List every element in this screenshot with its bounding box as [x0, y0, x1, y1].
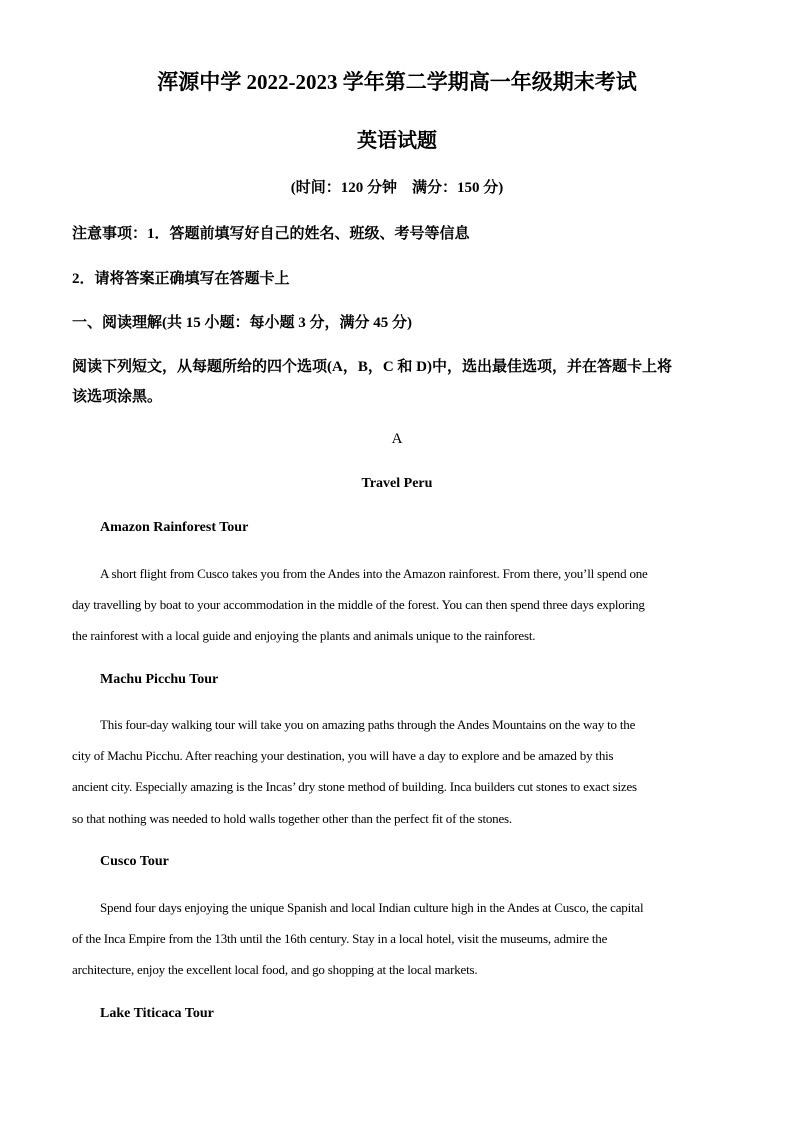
tour-heading: Lake Titicaca Tour — [100, 1006, 214, 1021]
paragraph-line: This four-day walking tour will take you on amazing paths through the Andes Mountains on the way to the — [100, 717, 636, 732]
tour-heading: Machu Picchu Tour — [100, 672, 219, 687]
exam-title: 浑源中学 2022-2023 学年第二学期高一年级期末考试 — [157, 70, 637, 94]
paragraph-line: day travelling by boat to your accommodation in the middle of the forest. You can then spend three days exploring — [72, 597, 645, 612]
paragraph-line: city of Machu Picchu. After reaching your destination, you will have a day to explore and be amazed by this — [72, 748, 614, 763]
tour-heading: Cusco Tour — [100, 854, 169, 869]
section-heading: 一、阅读理解(共 15 小题：每小题 3 分，满分 45 分) — [72, 315, 412, 331]
paragraph-line: architecture, enjoy the excellent local food, and go shopping at the local markets. — [72, 962, 478, 977]
section-instruction-line-2: 该选项涂黑。 — [72, 389, 163, 405]
section-instruction-line-1: 阅读下列短文，从每题所给的四个选项(A，B，C 和 D)中，选出最佳选项，并在答题卡上将 — [72, 359, 672, 375]
passage-letter: A — [391, 431, 403, 447]
exam-time-score: (时间：120 分钟 满分：150 分) — [290, 180, 504, 196]
exam-subtitle: 英语试题 — [357, 130, 437, 152]
passage-title: Travel Peru — [361, 476, 433, 491]
tour-heading: Amazon Rainforest Tour — [100, 520, 249, 535]
paragraph-line: A short flight from Cusco takes you from the Andes into the Amazon rainforest. From there, you’ll spend one — [100, 566, 648, 581]
paragraph-line: of the Inca Empire from the 13th until the 16th century. Stay in a local hotel, visit the museums, admire the — [72, 931, 608, 946]
paragraph-line: Spend four days enjoying the unique Spanish and local Indian culture high in the Andes at Cusco, the capital — [100, 900, 644, 915]
paragraph-line: so that nothing was needed to hold walls together other than the perfect fit of the stones. — [72, 811, 512, 826]
notes-line-1: 注意事项：1．答题前填写好自己的姓名、班级、考号等信息 — [72, 226, 470, 242]
paragraph-line: the rainforest with a local guide and enjoying the plants and animals unique to the rainforest. — [72, 628, 536, 643]
paragraph-line: ancient city. Especially amazing is the Incas’ dry stone method of building. Inca builders cut stones to exact sizes — [72, 779, 637, 794]
notes-line-2: 2．请将答案正确填写在答题卡上 — [72, 271, 290, 287]
